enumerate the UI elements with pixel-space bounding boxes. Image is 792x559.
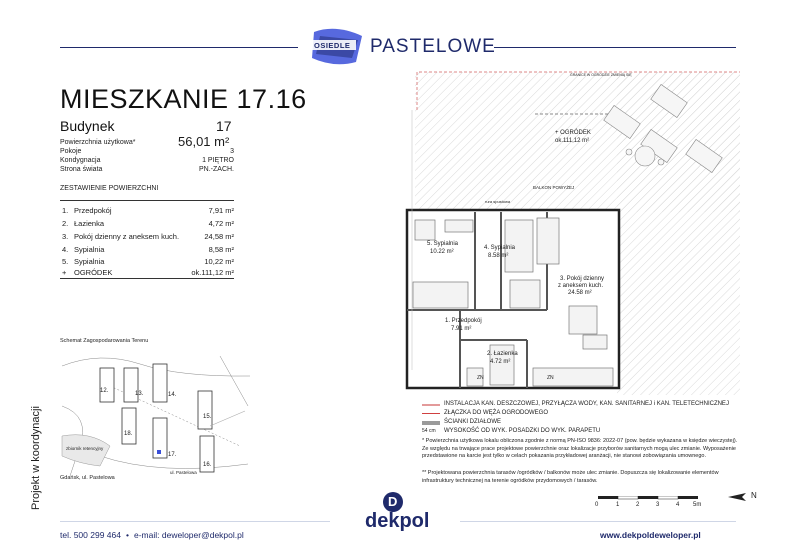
apartment-title: MIESZKANIE 17.16: [60, 84, 307, 114]
summary-row-name: Przedpokój: [74, 206, 112, 215]
plan-roof-label: rura spustowa: [485, 199, 511, 204]
plan-hatch-note: GRANICE W OGRODZIE ZMIENIĄ SIĘ: [570, 73, 632, 77]
site-map-building-label: 18.: [124, 431, 133, 437]
summary-row-area: ok.111,12 m²: [191, 268, 234, 277]
company-logo-text: dekpol: [365, 510, 430, 532]
summary-row-no: 4.: [62, 245, 69, 254]
plan-room-1-label: 1. Przedpokój: [445, 318, 482, 324]
summary-row-area: 8,58 m²: [208, 245, 234, 254]
legend-item: [422, 401, 752, 410]
site-map-highlight: [157, 450, 161, 454]
brand-logo-badge: [306, 26, 366, 66]
summary-row-no: +: [62, 268, 67, 277]
summary-row-area: 24,58 m²: [204, 232, 234, 241]
info-orientation-label: Strona świata: [60, 166, 103, 173]
site-map-building-label: 16.: [203, 462, 212, 468]
summary-row-no: 3.: [62, 232, 69, 241]
summary-row-name: Sypialnia: [74, 257, 105, 266]
footer-email[interactable]: e-mail: deweloper@dekpol.pl: [134, 530, 244, 540]
building-number: 17: [216, 118, 232, 134]
site-map-building-label: 15.: [203, 414, 212, 420]
summary-row-area: 10,22 m²: [204, 257, 234, 266]
site-map-street-label: ul. Pastelowa: [170, 470, 197, 475]
header-rule-left: [60, 47, 298, 48]
compass-arrow-icon: [728, 493, 746, 501]
site-map-title: Schemat Zagospodarowania Terenu: [60, 338, 149, 344]
legend-item: [422, 428, 752, 437]
legend-sill-height: 54 cm: [422, 428, 436, 434]
summary-row-name: Łazienka: [74, 219, 105, 228]
summary-row: [60, 257, 234, 268]
plan-garden-area: ok.111,12 m²: [555, 138, 590, 144]
site-map: [60, 346, 250, 478]
summary-row-name: Sypialnia: [74, 245, 105, 254]
info-orientation: [60, 166, 234, 175]
plan-room-1-area: 7.91 m²: [451, 326, 472, 332]
summary-row: [60, 232, 234, 243]
header-rule-right: [494, 47, 736, 48]
summary-title: ZESTAWIENIE POWIERZCHNI: [60, 185, 159, 192]
footer-phone: tel. 500 299 464: [60, 530, 121, 540]
legend-text: INSTALACJA KAN. DESZCZOWEJ, PRZYŁĄCZA WODY, KAN. SANITARNEJ i KAN. TELETECHNICZNEJ: [444, 401, 729, 407]
info-floor: [60, 157, 234, 166]
summary-rule-top: [60, 200, 234, 201]
summary-row: [60, 268, 234, 279]
info-area-label: Powierzchnia użytkowa*: [60, 139, 136, 146]
plan-garden-label: + OGRÓDEK: [555, 130, 591, 136]
legend-text: ZŁĄCZKA DO WĘŻA OGRODOWEGO: [444, 410, 549, 416]
site-map-building-label: 13.: [135, 391, 144, 397]
site-map-pond-label: zbiornik retencyjny: [66, 446, 104, 451]
plan-zn-label: ZN: [547, 375, 554, 381]
summary-row-name: OGRÓDEK: [74, 268, 113, 277]
scale-tick: 0: [595, 502, 599, 508]
info-rooms-label: Pokoje: [60, 148, 82, 155]
compass-label: N: [751, 491, 757, 500]
company-logo-mark: D: [383, 492, 403, 512]
plan-room-4-area: 8.58 m²: [488, 253, 509, 259]
brand-name: PASTELOWE: [370, 36, 496, 57]
summary-row-no: 2.: [62, 219, 69, 228]
legend-text: WYSOKOŚĆ OD WYK. POSADZKI DO WYK. PARAPETU: [444, 428, 601, 434]
floor-plan: [405, 70, 740, 400]
summary-row-name: Pokój dzienny z aneksem kuch.: [74, 232, 180, 241]
scale-tick: 5m: [693, 502, 702, 508]
info-area: [60, 139, 234, 148]
plan-room-4-label: 4. Sypialnia: [484, 245, 516, 251]
legend-item: [422, 410, 752, 419]
summary-row-area: 4,72 m²: [208, 219, 234, 228]
brand-badge-text: OSIEDLE: [314, 41, 351, 50]
plan-zn-label: ZN: [477, 375, 484, 381]
scale-tick: 3: [656, 502, 660, 508]
plan-room-5-label: 5. Sypialnia: [427, 241, 459, 247]
info-orientation-value: PN.-ZACH.: [199, 166, 234, 173]
plan-room-3-area: 24.58 m²: [568, 290, 592, 296]
plan-room-3-label: 3. Pokój dzienny: [560, 276, 605, 282]
site-map-caption: Gdańsk, ul. Pastelowa: [60, 475, 115, 481]
summary-row-no: 1.: [62, 206, 69, 215]
legend-swatch: [422, 413, 440, 414]
area-value: 56,01 m²: [178, 134, 230, 149]
legend-item: [422, 419, 752, 428]
summary-row-no: 5.: [62, 257, 69, 266]
legend-swatch: [422, 404, 440, 406]
summary-row: [60, 245, 234, 256]
side-note: Projekt w koordynacji: [30, 406, 42, 510]
plan-room-2-area: 4.72 m²: [490, 359, 511, 365]
compass: [726, 490, 756, 506]
footer-separator: •: [126, 530, 129, 540]
note-garden: ** Projektowana powierzchnia tarasów /ogródków / balkonów może ulec zmianie. Dopuszcza się lokalizowanie elementów infrastruktury technicznej na terenie ogródków przydomowych / tarasów.: [422, 470, 719, 484]
building-label: Budynek: [60, 118, 115, 134]
plan-room-2-label: 2. Łazienka: [487, 351, 518, 357]
summary-row: [60, 206, 234, 217]
scale-bar: [595, 496, 710, 516]
scale-tick: 1: [616, 502, 620, 508]
scale-tick: 2: [636, 502, 640, 508]
note-area: * Powierzchnia użytkowa lokalu obliczona zgodnie z normą PN-ISO 9836: 2022-07 (pow. będzie wykazana w księdze wieczystej). Ze względu na trwające prace projektowe powierzchnie oraz lokalizacje przyborów sanitarnych mogą ulec zmianie. Wyposażenie przedstawione na karcie jest tylko w celach pokazania przykładowej aranżacji, nie stanowi zobowiązania umownego.: [422, 438, 738, 459]
info-rooms-value: 3: [230, 148, 234, 155]
site-map-building-label: 14.: [168, 392, 177, 398]
site-map-building-label: 12.: [100, 388, 109, 394]
plan-room-3-label-2: z aneksem kuch.: [558, 283, 604, 289]
info-rooms: [60, 148, 234, 157]
info-floor-label: Kondygnacja: [60, 157, 101, 164]
plan-balcony-label: BALKON POWYŻEJ: [533, 185, 575, 190]
summary-row: [60, 219, 234, 230]
footer-rule-right: [460, 521, 736, 522]
legend-text: ŚCIANKI DZIAŁOWE: [444, 419, 502, 425]
footer-rule-left: [60, 521, 330, 522]
scale-tick: 4: [676, 502, 680, 508]
plan-room-5-area: 10.22 m²: [430, 249, 454, 255]
site-map-building-label: 17.: [168, 452, 177, 458]
info-floor-value: 1 PIĘTRO: [202, 157, 234, 164]
footer-website[interactable]: www.dekpoldeweloper.pl: [600, 530, 701, 540]
legend-swatch: [422, 421, 440, 425]
summary-row-area: 7,91 m²: [208, 206, 234, 215]
